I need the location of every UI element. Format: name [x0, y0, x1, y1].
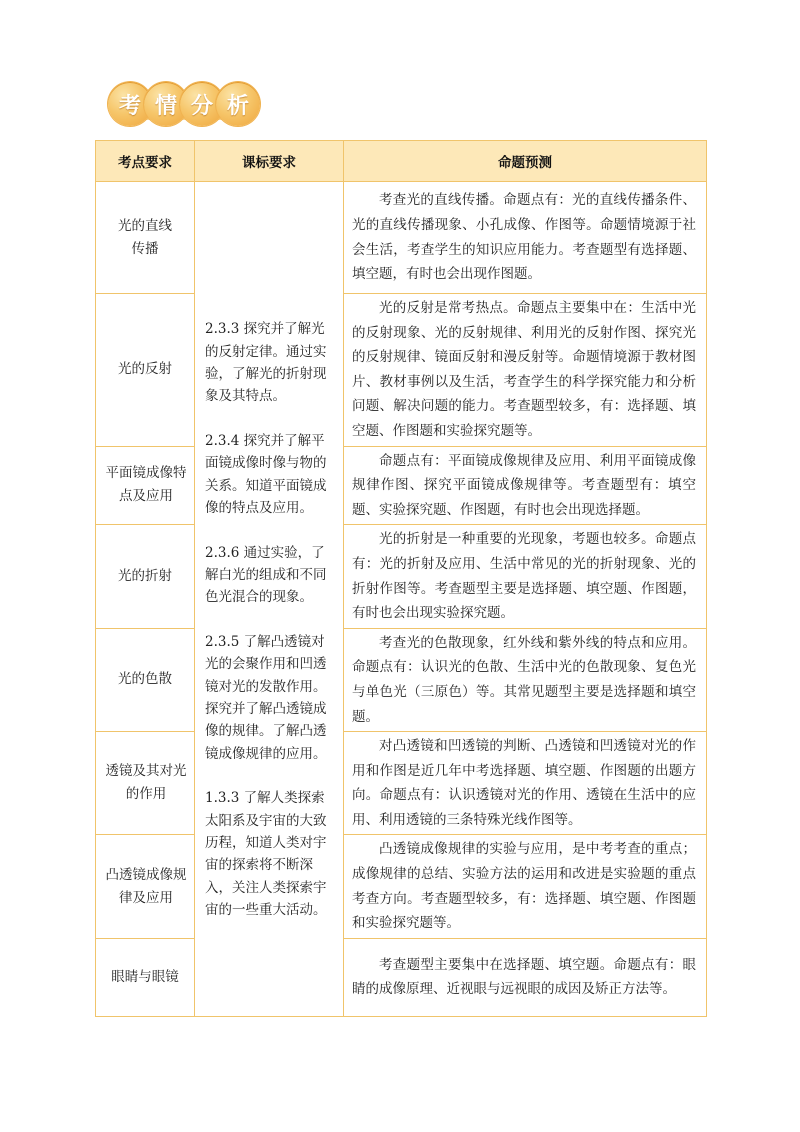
header-standard: 课标要求: [195, 141, 344, 182]
topic-cell: [96, 446, 195, 525]
topic-text: 透镜及其对光的作用: [105, 763, 187, 803]
standard-item: 2.3.3 探究并了解光的反射定律。通过实验，了解光的折射现象及其特点。: [205, 321, 327, 405]
banner-char: 分: [190, 93, 213, 119]
topic-text: 光的直线传播: [118, 217, 172, 257]
topic-cell: [96, 732, 195, 835]
section-banner: [108, 80, 258, 132]
banner-char: 情: [154, 93, 177, 119]
topic-cell: [96, 835, 195, 938]
prediction-cell: 考查光的色散现象，红外线和紫外线的特点和应用。命题点有：认识光的色散、生活中光的色散现象、复色光与单色光（三原色）等。其常见题型主要是选择题和填空题。: [344, 628, 707, 731]
standard-item: 2.3.6 通过实验，了解白光的组成和不同色光混合的现象。: [205, 544, 327, 606]
header-topic: 考点要求: [96, 141, 195, 182]
banner-char: 析: [226, 93, 249, 119]
prediction-cell: 对凸透镜和凹透镜的判断、凸透镜和凹透镜对光的作用和作图是近几年中考选择题、填空题、作图题的出题方向。命题点有：认识透镜对光的作用、透镜在生活中的应用、利用透镜的三条特殊光线作图等。: [344, 732, 707, 835]
table-row: [96, 446, 707, 525]
topic-cell: [96, 182, 195, 294]
table-header-row: [96, 141, 707, 182]
table-row: [96, 732, 707, 835]
table-row: [96, 525, 707, 628]
prediction-cell: 光的折射是一种重要的光现象，考题也较多。命题点有：光的折射及应用、生活中常见的光的折射现象、光的折射作图等。考查题型主要是选择题、填空题、作图题，有时也会出现实验探究题。: [344, 525, 707, 628]
prediction-cell: 命题点有：平面镜成像规律及应用、利用平面镜成像规律作图、探究平面镜成像规律等。考查题型有：填空题、实验探究题、作图题，有时也会出现选择题。: [344, 446, 707, 525]
prediction-cell: 考查题型主要集中在选择题、填空题。命题点有：眼睛的成像原理、近视眼与远视眼的成因及矫正方法等。: [344, 938, 707, 1016]
table-row: [96, 628, 707, 731]
table-row: [96, 835, 707, 938]
exam-analysis-table: [95, 140, 707, 1017]
topic-cell: 光的色散: [96, 628, 195, 731]
topic-cell: 眼睛与眼镜: [96, 938, 195, 1016]
standard-item: 2.3.4 探究并了解平面镜成像时像与物的关系。知道平面镜成像的特点及应用。: [205, 432, 327, 517]
prediction-cell: 凸透镜成像规律的实验与应用，是中考考查的重点；成像规律的总结、实验方法的运用和改进是实验题的重点考查方向。考查题型较多，有：选择题、填空题、作图题和实验探究题等。: [344, 835, 707, 938]
standard-item: 1.3.3 了解人类探索太阳系及宇宙的大致历程，知道人类对宇宙的探索将不断深入，关注人类探索宇宙的一些重大活动。: [205, 790, 327, 919]
topic-cell: 光的折射: [96, 525, 195, 628]
banner-char: 考: [118, 93, 141, 119]
header-prediction: 命题预测: [344, 141, 707, 182]
topic-text: 平面镜成像特点及应用: [105, 465, 187, 505]
topic-cell: 光的反射: [96, 294, 195, 447]
curriculum-standards-cell: [195, 182, 344, 1017]
standard-item: 2.3.5 了解凸透镜对光的会聚作用和凹透镜对光的发散作用。探究并了解凸透镜成像的规律。了解凸透镜成像规律的应用。: [205, 633, 327, 762]
banner-coin: [216, 82, 260, 126]
table-row: [96, 182, 707, 294]
prediction-cell: 光的反射是常考热点。命题点主要集中在：生活中光的反射现象、光的反射规律、利用光的反射作图、探究光的反射规律、镜面反射和漫反射等。命题情境源于教材图片、教材事例以及生活，考查学生的科学探究能力和分析问题、解决问题的能力。考查题型较多，有：选择题、填空题、作图题和实验探究题等。: [344, 294, 707, 447]
table-row: [96, 938, 707, 1016]
prediction-cell: 考查光的直线传播。命题点有：光的直线传播条件、光的直线传播现象、小孔成像、作图等。命题情境源于社会生活，考查学生的知识应用能力。考查题型有选择题、填空题，有时也会出现作图题。: [344, 182, 707, 294]
table-row: [96, 294, 707, 447]
topic-text: 凸透镜成像规律及应用: [105, 866, 187, 906]
